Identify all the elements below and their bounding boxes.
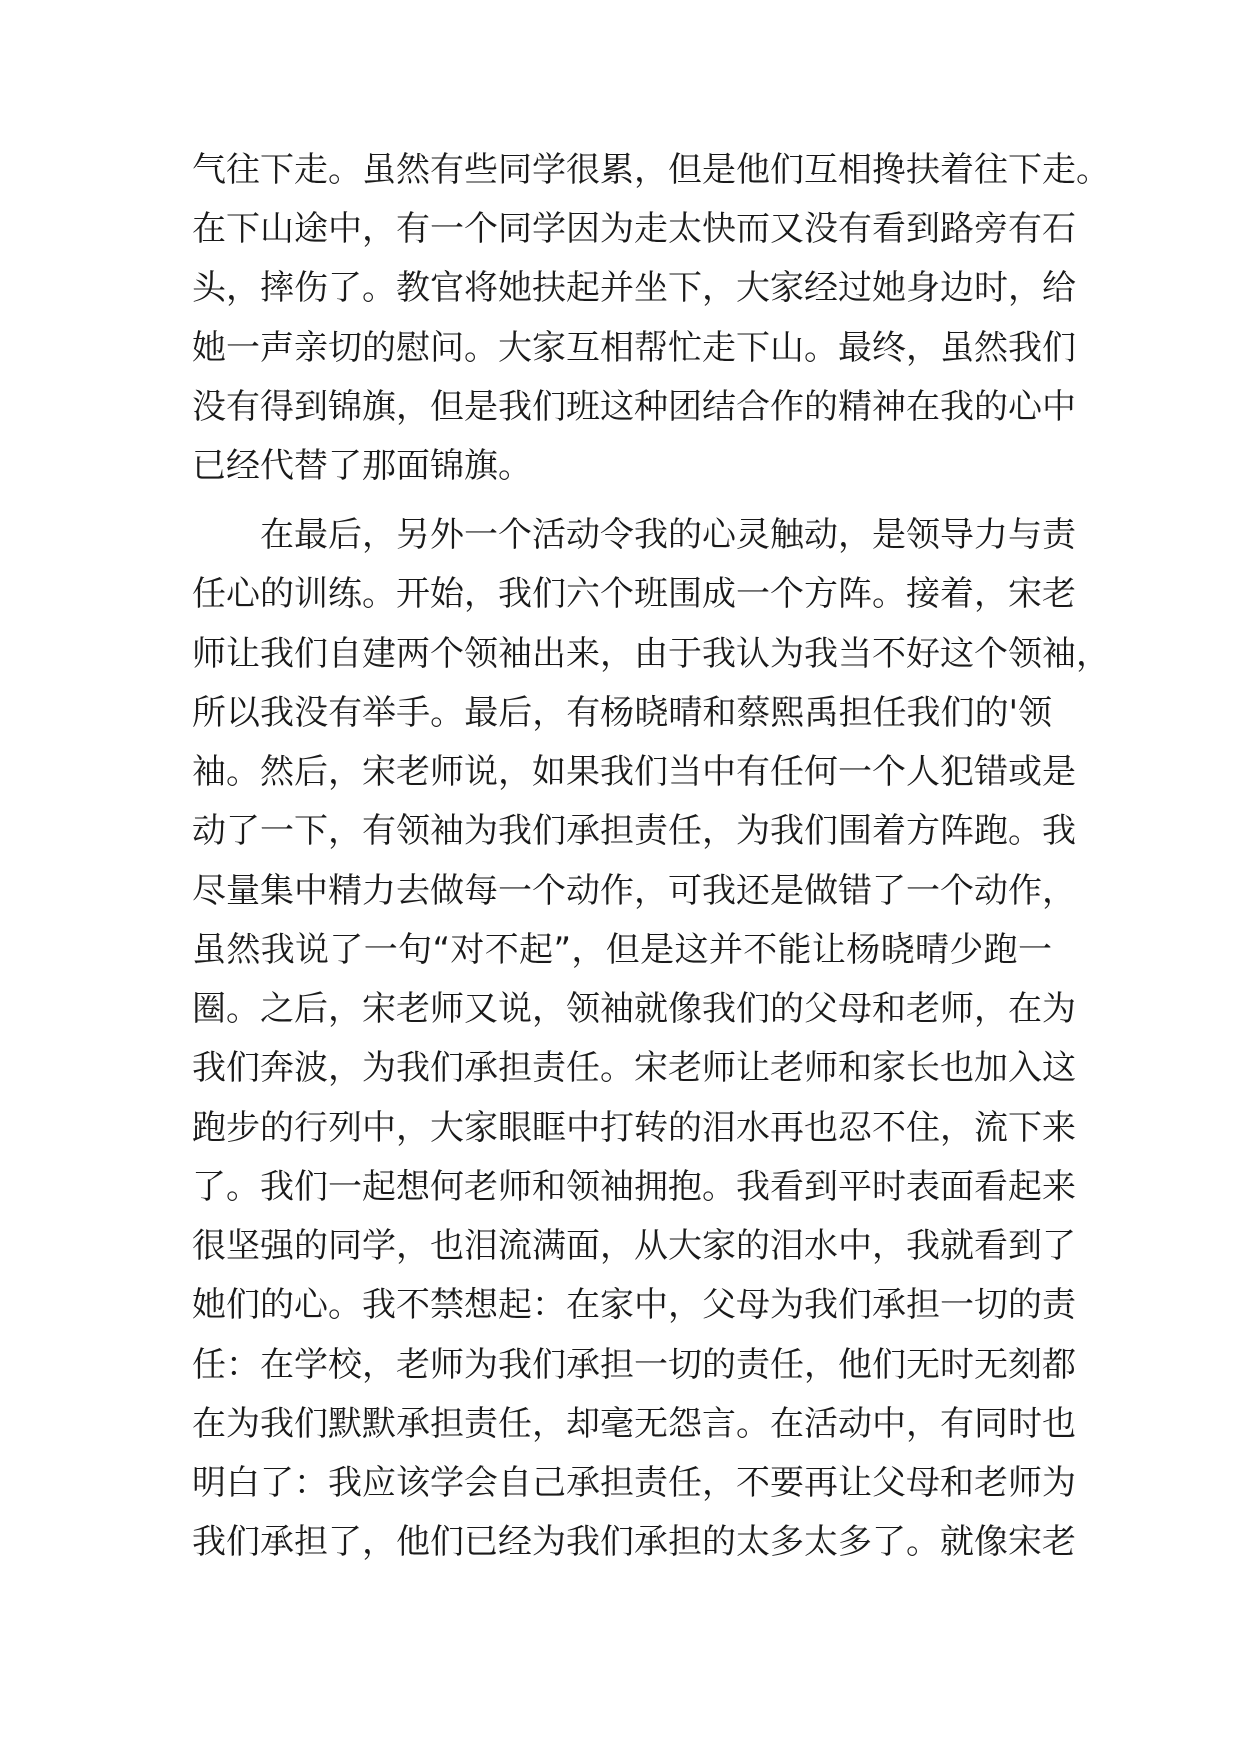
text-line: 动了一下，有领袖为我们承担责任，为我们围着方阵跑。我 — [192, 811, 1076, 851]
text-line: 袖。然后，宋老师说，如果我们当中有任何一个人犯错或是 — [192, 752, 1076, 792]
text-line: 我们奔波，为我们承担责任。宋老师让老师和家长也加入这 — [192, 1048, 1076, 1088]
text-line: 任心的训练。开始，我们六个班围成一个方阵。接着，宋老 — [192, 574, 1076, 614]
text-line: 已经代替了那面锦旗。 — [192, 446, 532, 486]
text-line: 尽量集中精力去做每一个动作，可我还是做错了一个动作， — [192, 871, 1076, 911]
text-line: 跑步的行列中，大家眼眶中打转的泪水再也忍不住，流下来 — [192, 1108, 1076, 1148]
text-line: 她一声亲切的慰问。大家互相帮忙走下山。最终，虽然我们 — [192, 328, 1076, 368]
text-line: 她们的心。我不禁想起：在家中，父母为我们承担一切的责 — [192, 1285, 1076, 1325]
paragraph-first-line: 在最后，另外一个活动令我的心灵触动，是领导力与责 — [260, 515, 1076, 555]
text-line: 师让我们自建两个领袖出来，由于我认为我当不好这个领袖， — [192, 634, 1110, 674]
text-line: 在下山途中，有一个同学因为走太快而又没有看到路旁有石 — [192, 209, 1076, 249]
text-line: 圈。之后，宋老师又说，领袖就像我们的父母和老师，在为 — [192, 989, 1076, 1029]
text-line: 气往下走。虽然有些同学很累，但是他们互相搀扶着往下走。 — [192, 150, 1110, 190]
text-line: 了。我们一起想何老师和领袖拥抱。我看到平时表面看起来 — [192, 1167, 1076, 1207]
text-line: 在为我们默默承担责任，却毫无怨言。在活动中，有同时也 — [192, 1404, 1076, 1444]
text-line: 明白了：我应该学会自己承担责任，不要再让父母和老师为 — [192, 1463, 1076, 1503]
text-line: 没有得到锦旗，但是我们班这种团结合作的精神在我的心中 — [192, 387, 1076, 427]
text-line: 任：在学校，老师为我们承担一切的责任，他们无时无刻都 — [192, 1345, 1076, 1385]
text-line: 我们承担了，他们已经为我们承担的太多太多了。就像宋老 — [192, 1522, 1076, 1562]
text-line: 头，摔伤了。教官将她扶起并坐下，大家经过她身边时，给 — [192, 268, 1076, 308]
text-line: 很坚强的同学，也泪流满面，从大家的泪水中，我就看到了 — [192, 1226, 1076, 1266]
text-line: 所以我没有举手。最后，有杨晓晴和蔡熙禹担任我们的'领 — [192, 693, 1052, 733]
text-line: 虽然我说了一句“对不起”，但是这并不能让杨晓晴少跑一 — [192, 930, 1052, 970]
